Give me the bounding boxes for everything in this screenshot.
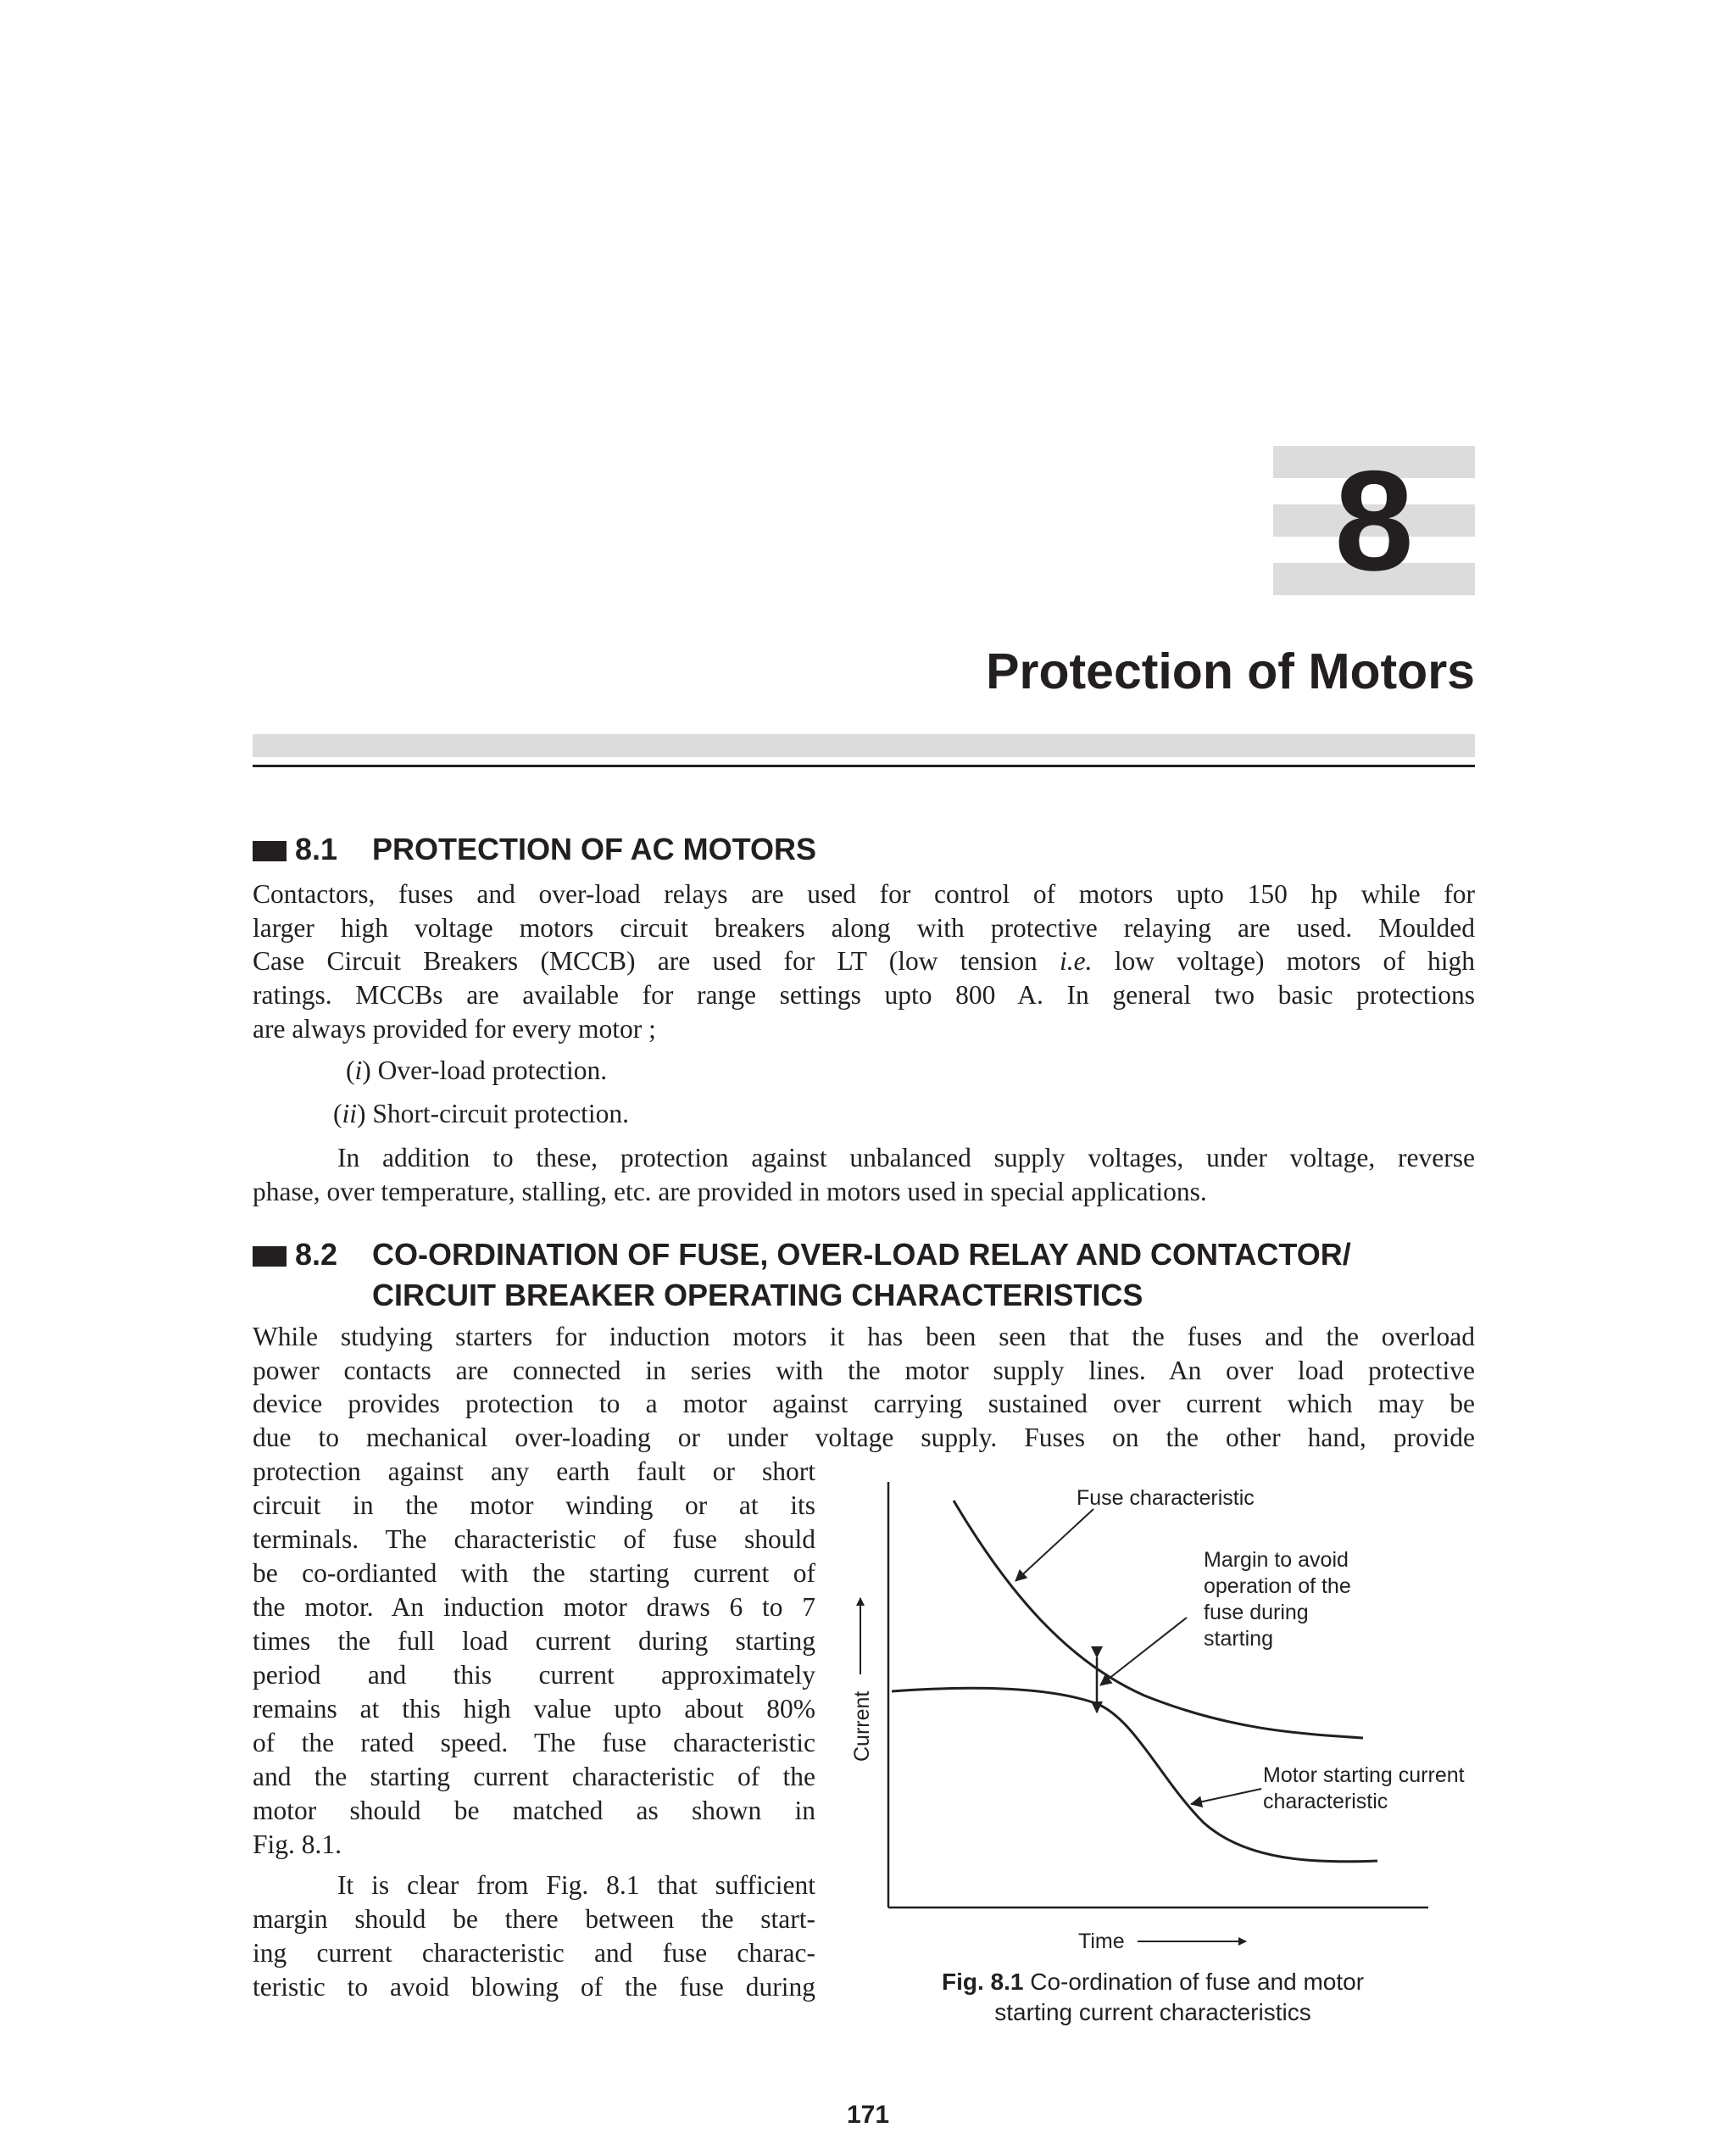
figure-caption xyxy=(848,1967,1458,2028)
text-line: be co-ordianted with the starting current of xyxy=(253,1558,815,1588)
chapter-number: 8 xyxy=(1334,441,1414,600)
text-line: While studying starters for induction motors it has been seen that the fuses and the overload xyxy=(253,1322,1475,1351)
margin-label-line: fuse during xyxy=(1204,1601,1309,1624)
text-line: period and this current approximately xyxy=(253,1660,815,1690)
text-line: device provides protection to a motor against carrying sustained over current which may be xyxy=(253,1389,1475,1419)
text-line: Fig. 8.1. xyxy=(253,1829,342,1859)
figure-8-1-diagram xyxy=(839,1467,1483,1953)
list-marker: i xyxy=(354,1055,363,1085)
fuse-characteristic-label: Fuse characteristic xyxy=(1077,1486,1255,1510)
list-item: (ii) Short-circuit protection. xyxy=(333,1099,630,1128)
title-rule xyxy=(253,765,1475,767)
fuse-label-leader xyxy=(1015,1509,1093,1581)
text-line: It is clear from Fig. 8.1 that sufficient xyxy=(337,1870,815,1900)
text-line: power contacts are connected in series with the motor supply lines. An over load protective xyxy=(253,1355,1475,1385)
text-line: protection against any earth fault or short xyxy=(253,1456,815,1486)
section-8-2-paragraph-1 xyxy=(253,1320,1475,1455)
text-fragment: low voltage) motors of high xyxy=(1114,946,1476,977)
motor-label-line: Motor starting current xyxy=(1263,1763,1465,1787)
text-fragment: Case Circuit Breakers (MCCB) are used for LT (low tension xyxy=(253,946,1038,977)
text-line: remains at this high value upto about 80% xyxy=(253,1694,815,1724)
text-line xyxy=(253,944,1475,978)
margin-label-line: operation of the xyxy=(1204,1574,1351,1598)
text-line: In addition to these, protection against unbalanced supply voltages, under voltage, reverse xyxy=(337,1143,1475,1172)
section-8-1-paragraph-1 xyxy=(253,877,1475,1046)
text-line: ratings. MCCBs are available for range settings upto 800 A. In general two basic protections xyxy=(253,980,1475,1011)
text-line: margin should be there between the start- xyxy=(253,1904,815,1934)
list-marker: ii xyxy=(342,1099,358,1128)
section-8-2-column-text xyxy=(253,1455,815,1862)
caption-line xyxy=(848,1967,1458,1997)
text-line: larger high voltage motors circuit breakers along with protective relaying are used. Moulded xyxy=(253,912,1475,943)
section-title-line-2: CIRCUIT BREAKER OPERATING CHARACTERISTICS xyxy=(372,1278,1143,1312)
text-fragment-italic: i.e. xyxy=(1060,946,1093,977)
text-line: Contactors, fuses and over-load relays are used for control of motors upto 150 hp while for xyxy=(253,879,1475,909)
section-title-line-1: CO-ORDINATION OF FUSE, OVER-LOAD RELAY AND CONTACTOR/ xyxy=(372,1237,1351,1272)
text-line: are always provided for every motor ; xyxy=(253,1013,656,1044)
x-axis-label: Time xyxy=(1078,1930,1125,1953)
text-line: circuit in the motor winding or at its xyxy=(253,1490,815,1520)
section-title: PROTECTION OF AC MOTORS xyxy=(372,832,817,866)
section-marker xyxy=(253,1246,287,1267)
y-axis-label: Current xyxy=(850,1690,874,1762)
caption-line: starting current characteristics xyxy=(994,1999,1311,2025)
list-item: (i) Over-load protection. xyxy=(346,1055,608,1085)
text-line: and the starting current characteristic of the xyxy=(253,1762,815,1791)
margin-label-line: Margin to avoid xyxy=(1204,1548,1349,1572)
section-number: 8.1 xyxy=(295,832,338,866)
text-line: teristic to avoid blowing of the fuse during xyxy=(253,1972,815,2002)
list-text: Over-load protection. xyxy=(377,1055,608,1085)
motor-label-line: characteristic xyxy=(1263,1790,1388,1813)
text-line: of the rated speed. The fuse characteristic xyxy=(253,1728,815,1757)
margin-label-leader xyxy=(1100,1618,1187,1685)
text-line: terminals. The characteristic of fuse should xyxy=(253,1524,815,1554)
section-marker xyxy=(253,841,287,861)
text-line: ing current characteristic and fuse charac- xyxy=(253,1938,815,1968)
text-line: times the full load current during starting xyxy=(253,1626,815,1656)
title-band xyxy=(253,734,1475,757)
section-8-1-paragraph-2 xyxy=(253,1141,1475,1208)
page-number: 171 xyxy=(846,2101,890,2129)
text-line: due to mechanical over-loading or under voltage supply. Fuses on the other hand, provide xyxy=(253,1423,1475,1453)
motor-label-leader xyxy=(1191,1789,1261,1804)
caption-text: Co-ordination of fuse and motor xyxy=(1030,1969,1365,1995)
text-line: phase, over temperature, stalling, etc. are provided in motors used in special applications. xyxy=(253,1176,1207,1206)
margin-label-line: starting xyxy=(1204,1627,1273,1651)
text-line: the motor. An induction motor draws 6 to 7 xyxy=(253,1592,815,1622)
chapter-title: Protection of Motors xyxy=(986,643,1475,699)
chapter-number-block xyxy=(1273,441,1475,600)
text-line: motor should be matched as shown in xyxy=(253,1796,815,1825)
section-number: 8.2 xyxy=(295,1237,338,1272)
list-text: Short-circuit protection. xyxy=(372,1099,630,1128)
section-8-2-column-text-2 xyxy=(253,1868,815,2004)
caption-label: Fig. 8.1 xyxy=(941,1969,1024,1995)
